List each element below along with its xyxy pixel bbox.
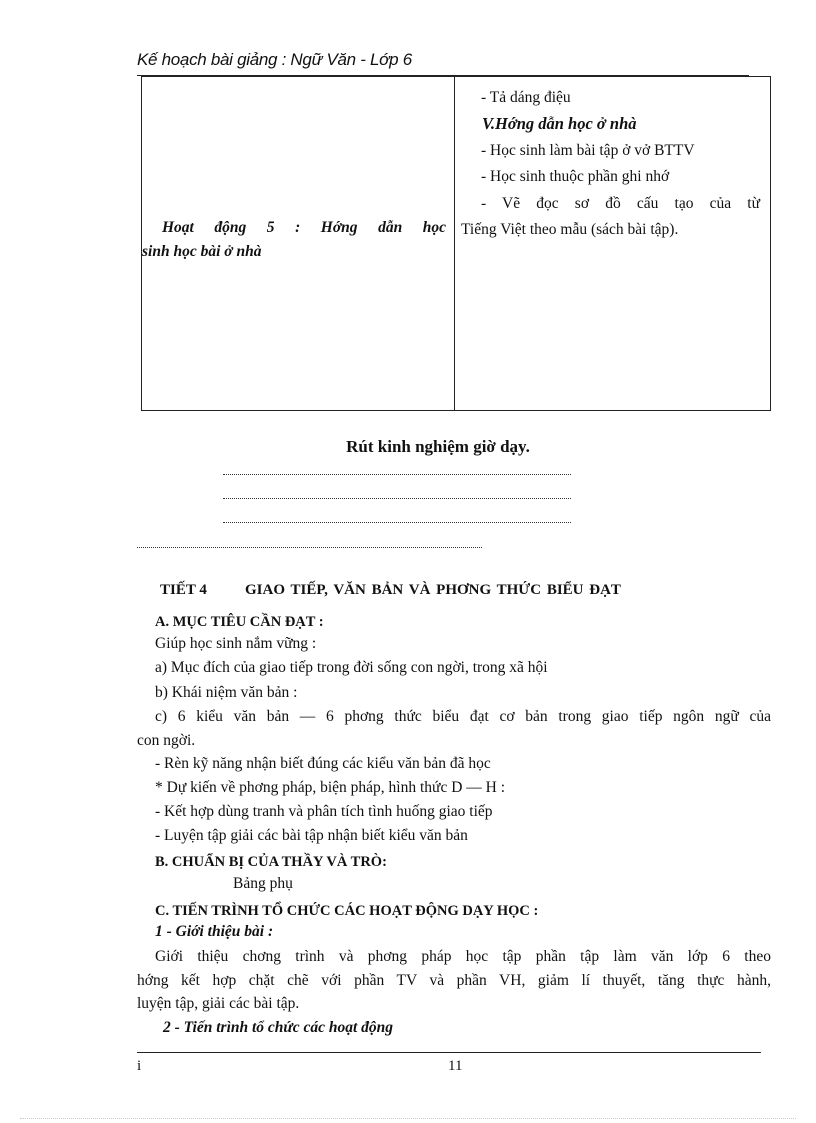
right-line-2-heading: V.Hớng dẫn học ở nhà <box>482 114 637 133</box>
dotted-line-3 <box>223 522 571 523</box>
section-c-heading: C. TIẾN TRÌNH TỔ CHỨC CÁC HOẠT ĐỘNG DẠY HỌC : <box>155 903 539 919</box>
page-number: 11 <box>448 1058 463 1074</box>
activity-title-line2: sinh học bài ở nhà <box>142 243 262 260</box>
table-left-cell <box>142 216 446 264</box>
method-item-2: - Luyện tập giải các bài tập nhận biết kiểu văn bản <box>155 827 468 844</box>
intro-paragraph-line2: hớng kết hợp chặt chẽ với phần TV và phần VH, giảm lí thuyết, tăng thực hành, <box>137 972 771 989</box>
dotted-line-4 <box>137 547 482 548</box>
section-a-heading: A. MỤC TIÊU CẦN ĐẠT : <box>155 614 324 630</box>
right-line-4: - Học sinh thuộc phần ghi nhớ <box>481 168 670 185</box>
footer-rule <box>137 1052 761 1053</box>
goal-c-line1: c) 6 kiểu văn bản — 6 phơng thức biểu đạt cơ bản trong giao tiếp ngôn ngữ của <box>155 708 771 725</box>
intro-paragraph-line3: luyện tập, giải các bài tập. <box>137 995 300 1012</box>
skill-line: - Rèn kỹ năng nhận biết đúng các kiểu văn bản đã học <box>155 755 491 772</box>
right-line-5: - Vẽ đọc sơ đồ cấu tạo của từ <box>481 195 760 212</box>
footer-left-mark: i <box>137 1058 142 1074</box>
lesson-number: TIẾT 4 <box>160 582 207 598</box>
goal-c-line2: con ngời. <box>137 732 196 749</box>
right-line-6: Tiếng Việt theo mẫu (sách bài tập). <box>461 221 679 238</box>
review-title: Rút kinh nghiệm giờ dạy. <box>346 437 530 456</box>
section-a-intro: Giúp học sinh nắm vững : <box>155 635 317 652</box>
goal-b: b) Khái niệm văn bản : <box>155 684 298 701</box>
lesson-title: GIAO TIẾP, VĂN BẢN VÀ PHƠNG THỨC BIỂU ĐẠT <box>245 582 621 598</box>
intro-paragraph-line1: Giới thiệu chơng trình và phơng pháp học tập phần tập làm văn lớp 6 theo <box>155 948 771 965</box>
activity-title-line1: Hoạt động 5 : Hớng dẫn học <box>162 219 446 236</box>
right-line-3: - Học sinh làm bài tập ở vở BTTV <box>481 142 695 159</box>
page-bottom-border <box>20 1118 796 1119</box>
dotted-line-2 <box>223 498 571 499</box>
table-column-divider <box>454 76 455 411</box>
goal-a: a) Mục đích của giao tiếp trong đời sống con ngời, trong xã hội <box>155 659 548 676</box>
section-c1-heading: 1 - Giới thiệu bài : <box>155 923 274 940</box>
section-c2-heading: 2 - Tiến trình tổ chức các hoạt động <box>163 1019 394 1036</box>
section-b-item: Bảng phụ <box>233 875 293 892</box>
method-plan: * Dự kiến về phơng pháp, biện pháp, hình thức D — H : <box>155 779 506 796</box>
section-b-heading: B. CHUẨN BỊ CỦA THẦY VÀ TRÒ: <box>155 854 387 870</box>
dotted-line-1 <box>223 474 571 475</box>
method-item-1: - Kết hợp dùng tranh và phân tích tình huống giao tiếp <box>155 803 493 820</box>
page-header-title: Kế hoạch bài giảng : Ngữ Văn - Lớp 6 <box>137 50 412 69</box>
right-line-1: - Tả dáng điệu <box>481 89 571 106</box>
